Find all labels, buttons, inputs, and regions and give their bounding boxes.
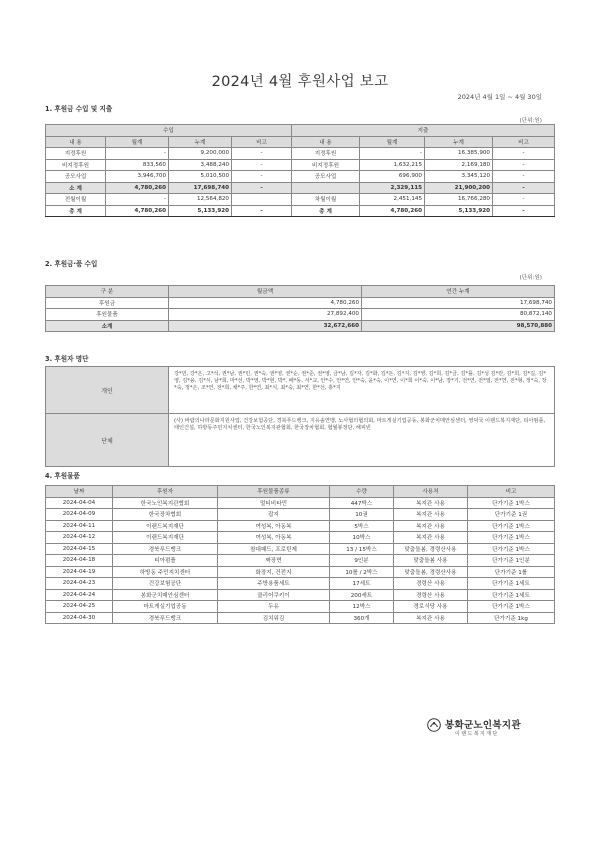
table-cell: 복지관 사용 [394,509,468,521]
table-cell: 12,564,820 [169,194,232,206]
table-cell [292,182,360,194]
table-cell: 지정후원 [292,148,360,160]
table-cell: 경령산 사용 [394,578,468,590]
donation-summary-table [45,285,555,332]
table-cell: 5박스 [330,520,394,532]
table-cell: 비지정후원 [292,159,360,171]
logo-subtitle: 이랜드복지재단 [455,731,499,737]
table-cell: 주방용품세트 [218,578,330,590]
table-row [46,555,555,567]
income-header: 수입 [46,125,292,137]
table-cell: 2024-04-25 [46,601,113,613]
table-row [46,171,555,183]
table-cell: 후원물품 [46,309,169,321]
table-row [46,148,555,160]
table-cell: 13 / 15박스 [330,543,394,555]
table-cell: 복지관 사용 [394,497,468,509]
table-row [46,612,555,624]
table-row [46,194,555,206]
table-cell: 5,133,920 [425,205,493,217]
income-expense-table [45,124,555,217]
welfare-center-logo [427,717,567,745]
table-cell: 단가기준 1권 [468,509,555,521]
table-cell: 2024-04-12 [46,532,113,544]
table-cell: 티아펌플 [113,555,218,567]
column-header-row [46,136,555,148]
table-cell: 10권 [330,509,394,521]
table-cell: 경북푸드뱅크 [113,612,218,624]
table-cell: 3,488,240 [169,159,232,171]
col-header: 연간 누계 [362,286,555,298]
table-cell: 경북푸드뱅크 [113,543,218,555]
table-cell: - [493,194,555,206]
table-cell: 이랜드복지재단 [113,520,218,532]
table-cell: 98,570,880 [362,320,555,332]
table-cell: - [360,148,425,160]
table-cell: 10롤 / 2박스 [330,566,394,578]
table-cell: 단가기준 1박스 [468,532,555,544]
col-header: 수량 [330,486,394,498]
table-cell: 4,780,260 [360,205,425,217]
table-row [46,566,555,578]
table-cell: 80,872,140 [362,309,555,321]
table-cell: 2,329,115 [360,182,425,194]
individual-donors-row [46,367,555,414]
section-3-heading: 3. 후원자 명단 [45,355,89,363]
logo-name: 봉화군노인복지관 [445,720,521,731]
table-cell: 여성복, 아동복 [218,520,330,532]
table-cell: - [106,148,169,160]
individual-donor-names: 강*민, 강*은, 고*석, 권*남, 권*민, 권*숙, 권*영, 권*순, 권*준, 권*영, 금*남, 김*자, 김*화, 김*돈, 김*지, 김*영, 김*희, 김*금, 김*률, 김*성 김*란, 김*희, 김*길, 김*영, 김*용, 김*식, 남*희, 마*선, 박*영, 박*현, 박*, 배*동, 서*교, 안*수, 안*연, 안*숙, 윤*숙, 이*연, 이*희 이*숙, 이*남, 장*기, 전*연, 전*열, 전*연, 전*형, 정*숙, 장*숙, 정*은, 조*연, 전*희, 채*주, 한*연, 최*식, 최*숙, 최*연, 한*선, 홍*지 [169,367,555,414]
table-cell: 지정후원 [46,148,106,160]
table-cell: 공모사업 [292,171,360,183]
table-row [46,320,555,332]
table-cell: 건강보험공단 [113,578,218,590]
table-cell: 2,451,145 [360,194,425,206]
table-cell: 17세트 [330,578,394,590]
col-header: 비고 [493,136,555,148]
table-cell: 21,900,200 [425,182,493,194]
table-row [46,205,555,217]
table-cell: 후원금 [46,297,169,309]
table-cell: 17,698,740 [169,182,232,194]
table-cell: 단가기준 1박스 [468,543,555,555]
table-cell: 단가기준 1kg [468,612,555,624]
table-cell: 447박스 [330,497,394,509]
table-cell: 경로식당 사용 [394,601,468,613]
table-cell: 공모사업 [46,171,106,183]
table-row [46,297,555,309]
col-header: 비고 [468,486,555,498]
table-cell: 696,900 [360,171,425,183]
table-row [46,159,555,171]
section-4-heading: 4. 후원물품 [45,472,80,480]
table-cell: 한국노인복지관협회 [113,497,218,509]
table-cell: 4,780,260 [169,297,362,309]
table-cell: 3,345,120 [425,171,493,183]
table-cell: 한국장차협회 [113,509,218,521]
col-header: 내 용 [292,136,360,148]
table-cell: 360개 [330,612,394,624]
table-cell: 화장지, 건전지 [218,566,330,578]
table-cell: 차월이월 [292,194,360,206]
col-header: 누계 [169,136,232,148]
table-cell: 소 계 [46,182,106,194]
col-header: 월금액 [169,286,362,298]
table-cell: 2024-04-24 [46,589,113,601]
table-cell: 짜장면 [218,555,330,567]
table-row [46,497,555,509]
table-cell: 비지정후원 [46,159,106,171]
section-2-heading: 2. 후원금·품 수입 [45,260,98,268]
table-cell: 2024-04-15 [46,543,113,555]
table-cell: 10박스 [330,532,394,544]
individual-label: 개인 [46,367,169,414]
table-cell: - [493,171,555,183]
table-cell: 단가기준 1박스 [468,520,555,532]
table-cell: 단가기준 1인분 [468,555,555,567]
table-cell: 복지관 사용 [394,612,468,624]
welfare-center-logo-icon [427,718,441,732]
table-cell: 16,385,900 [425,148,493,160]
organization-label: 단체 [46,414,169,467]
table-row [46,509,555,521]
table-cell: 9,200,000 [169,148,232,160]
table-cell: 마트게실기업공동 [113,601,218,613]
table-cell: 복지관 사용 [394,520,468,532]
table-cell: 단가기준 1롤 [468,566,555,578]
table-cell: 맞춤돌봄, 경령산사용 [394,543,468,555]
table-row [46,589,555,601]
table-cell: 27,892,400 [169,309,362,321]
table-cell: 김치워김 [218,612,330,624]
table-cell: 총 계 [292,205,360,217]
report-period: 2024년 4월 1일 ~ 4월 30일 [457,93,542,101]
column-header-row [46,286,555,298]
report-title: 2024년 4월 후원사업 보고 [211,74,389,90]
unit-label-1: (단위:원) [519,118,542,124]
table-cell [232,194,292,206]
col-header: 구 분 [46,286,169,298]
column-header-row [46,486,555,498]
table-cell: 잡지 [218,509,330,521]
donated-goods-table [45,485,555,624]
table-cell: 복지관 사용 [394,532,468,544]
table-cell: 클리어쿠키이 [218,589,330,601]
table-cell: - [232,148,292,160]
table-cell: 단가기준 1세트 [468,578,555,590]
table-cell: 2024-04-23 [46,578,113,590]
table-cell: 2024-04-09 [46,509,113,521]
table-cell: 경령산 사용 [394,589,468,601]
table-cell: - [493,148,555,160]
table-cell: 하방동 주민지치센터 [113,566,218,578]
table-row [46,520,555,532]
table-cell: - [232,182,292,194]
table-cell: - [232,171,292,183]
table-cell: 총 계 [46,205,106,217]
organization-donors-row [46,414,555,467]
table-cell: 2,169,180 [425,159,493,171]
col-header: 비고 [232,136,292,148]
table-cell: 전월이월 [46,194,106,206]
table-cell: 단가기준 1박스 [468,601,555,613]
group-header-row [46,125,555,137]
table-cell: - [232,205,292,217]
table-cell: 200세트 [330,589,394,601]
table-row [46,601,555,613]
table-row [46,309,555,321]
table-cell: 2024-04-11 [46,520,113,532]
table-cell: 맞춤돌봄 사용 [394,555,468,567]
table-cell: - [493,205,555,217]
unit-label-2: (단위:원) [519,275,542,281]
col-header: 후원자 [113,486,218,498]
table-cell: 5,133,920 [169,205,232,217]
table-cell: 5,010,500 [169,171,232,183]
table-cell: 봉화군치매안심센터 [113,589,218,601]
expense-header: 지출 [292,125,555,137]
table-cell: 4,780,260 [106,205,169,217]
table-cell: 이랜드복지재단 [113,532,218,544]
table-cell: - [232,159,292,171]
table-cell: 4,780,260 [106,182,169,194]
table-cell: 두유 [218,601,330,613]
table-cell: 맞춤돌봄, 경령산사용 [394,566,468,578]
table-cell: 단가기준 1박스 [468,497,555,509]
table-cell: 단가기준 1세트 [468,589,555,601]
table-cell: 17,698,740 [362,297,555,309]
table-cell: 833,560 [106,159,169,171]
section-1-heading: 1. 후원금 수입 및 지출 [45,105,113,113]
col-header: 누계 [425,136,493,148]
table-cell: - [493,159,555,171]
table-cell: - [106,194,169,206]
table-cell: 1,632,215 [360,159,425,171]
table-cell: 참대패드, 프로틴제 [218,543,330,555]
table-row [46,532,555,544]
col-header: 월계 [360,136,425,148]
table-cell: 여성복, 아동복 [218,532,330,544]
table-row [46,543,555,555]
table-cell: 2024-04-19 [46,566,113,578]
col-header: 사용처 [394,486,468,498]
table-cell: 9인분 [330,555,394,567]
col-header: 날짜 [46,486,113,498]
col-header: 내 용 [46,136,106,148]
donor-list-table [45,366,555,467]
col-header: 월계 [106,136,169,148]
col-header: 후원물품종류 [218,486,330,498]
table-cell: 소계 [46,320,169,332]
table-cell: 3,946,700 [106,171,169,183]
table-cell: 16,766,280 [425,194,493,206]
table-cell: 2024-04-18 [46,555,113,567]
table-row [46,578,555,590]
table-cell: 2024-04-30 [46,612,113,624]
table-cell: 12박스 [330,601,394,613]
organization-donor-names: (사) 바람의나라문화지원사업, 건강보험공단, 경북푸드뱅크, 지유솔연맹, 노사협의협의회, 마트게실기업공동, 봉화군치매안심센터, 영덕국 이랜드복지재단, 티아펌플, 태인건설, 하방동주민지치센터, 한국노인복지관협회, 한국장차협회, 협월봉정단, 해피빈 [169,414,555,467]
table-cell: 32,672,660 [169,320,362,332]
table-cell: 멀티비타민 [218,497,330,509]
table-cell: - [493,182,555,194]
table-row [46,182,555,194]
table-cell: 2024-04-04 [46,497,113,509]
